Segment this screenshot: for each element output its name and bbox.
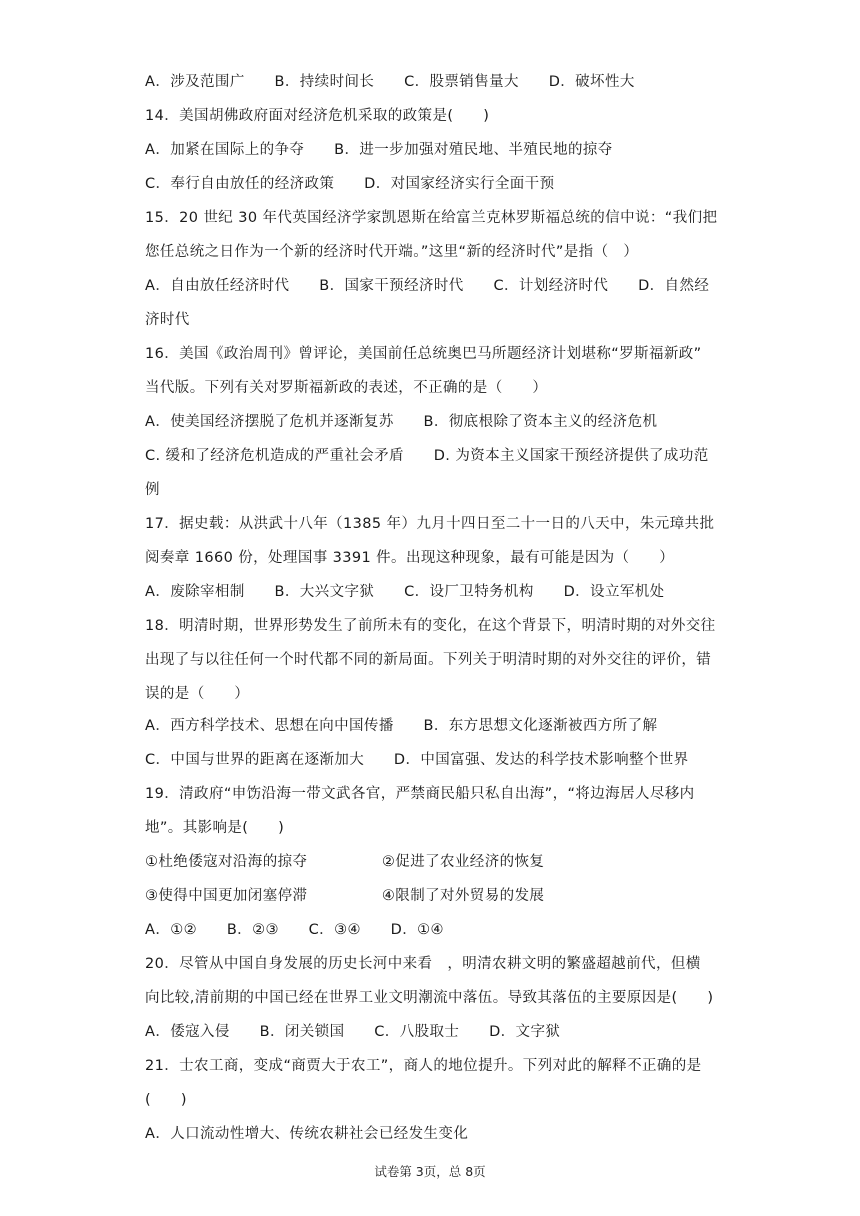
question-18-line-1: 18．明清时期，世界形势发生了前所未有的变化，在这个背景下，明清时期的对外交往 (145, 618, 716, 634)
q15-options-wrap: 济时代 (145, 312, 190, 328)
q16-options-ab: A．使美国经济摆脱了危机并逐渐复苏 B．彻底根除了资本主义的经济危机 (145, 414, 658, 430)
q19-options: A．①② B．②③ C．③④ D．①④ (145, 922, 444, 938)
q21-option-a: A．人口流动性增大、传统农耕社会已经发生变化 (145, 1126, 469, 1142)
question-21-line-1: 21．士农工商，变成“商贾大于农工”，商人的地位提升。下列对此的解释不正确的是 (145, 1058, 702, 1074)
q20-options: A．倭寇入侵 B．闭关锁国 C．八股取士 D．文字狱 (145, 1024, 561, 1040)
q19-statements-12: ①杜绝倭寇对沿海的掠夺 ②促进了农业经济的恢复 (145, 854, 545, 870)
q16-options-wrap: 例 (145, 482, 160, 498)
question-20-line-2: 向比较,清前期的中国已经在世界工业文明潮流中落伍。导致其落伍的主要原因是( ) (145, 990, 714, 1006)
q16-options-cd: C. 缓和了经济危机造成的严重社会矛盾 D. 为资本主义国家干预经济提供了成功范 (145, 448, 709, 464)
q14-options-cd: C．奉行自由放任的经济政策 D．对国家经济实行全面干预 (145, 176, 555, 192)
q17-options: A．废除宰相制 B．大兴文字狱 C．设厂卫特务机构 D．设立军机处 (145, 584, 665, 600)
q18-options-ab: A．西方科学技术、思想在向中国传播 B．东方思想文化逐渐被西方所了解 (145, 718, 658, 734)
question-18-line-3: 误的是（ ） (145, 686, 250, 702)
question-16-line-2: 当代版。下列有关对罗斯福新政的表述，不正确的是（ ） (145, 380, 548, 396)
question-15-line-1: 15．20 世纪 30 年代英国经济学家凯恩斯在给富兰克林罗斯福总统的信中说：“我们把 (145, 210, 718, 226)
q18-options-cd: C．中国与世界的距离在逐渐加大 D．中国富强、发达的科学技术影响整个世界 (145, 752, 689, 768)
q15-options: A．自由放任经济时代 B．国家干预经济时代 C．计划经济时代 D．自然经 (145, 278, 710, 294)
q14-options-ab: A．加紧在国际上的争夺 B．进一步加强对殖民地、半殖民地的掠夺 (145, 142, 613, 158)
question-18-line-2: 出现了与以往任何一个时代都不同的新局面。下列关于明清时期的对外交往的评价，错 (145, 652, 712, 668)
question-17-line-2: 阅奏章 1660 份，处理国事 3391 件。出现这种现象，最有可能是因为（ ） (145, 550, 675, 566)
question-15-line-2: 您任总统之日作为一个新的经济时代开端。”这里“新的经济时代”是指（ ） (145, 244, 639, 260)
question-20-line-1: 20．尽管从中国自身发展的历史长河中来看 ，明清农耕文明的繁盛超越前代，但横 (145, 956, 701, 972)
question-21-line-2: ( ) (145, 1092, 187, 1108)
question-19-line-2: 地”。其影响是( ) (145, 820, 285, 836)
page-footer: 试卷第 3页，总 8页 (374, 1164, 486, 1179)
question-17-line-1: 17．据史载：从洪武十八年（1385 年）九月十四日至二十一日的八天中，朱元璋共批 (145, 516, 715, 532)
question-19-line-1: 19．清政府“申饬沿海一带文武各官，严禁商民船只私自出海”，“将边海居人尽移内 (145, 786, 695, 802)
answer-options-q13: A．涉及范围广 B．持续时间长 C．股票销售量大 D．破坏性大 (145, 74, 635, 90)
question-16-line-1: 16．美国《政治周刊》曾评论，美国前任总统奥巴马所题经济计划堪称“罗斯福新政” (145, 346, 702, 362)
question-14: 14．美国胡佛政府面对经济危机采取的政策是( ) (145, 108, 490, 124)
q19-statements-34: ③使得中国更加闭塞停滞 ④限制了对外贸易的发展 (145, 888, 545, 904)
